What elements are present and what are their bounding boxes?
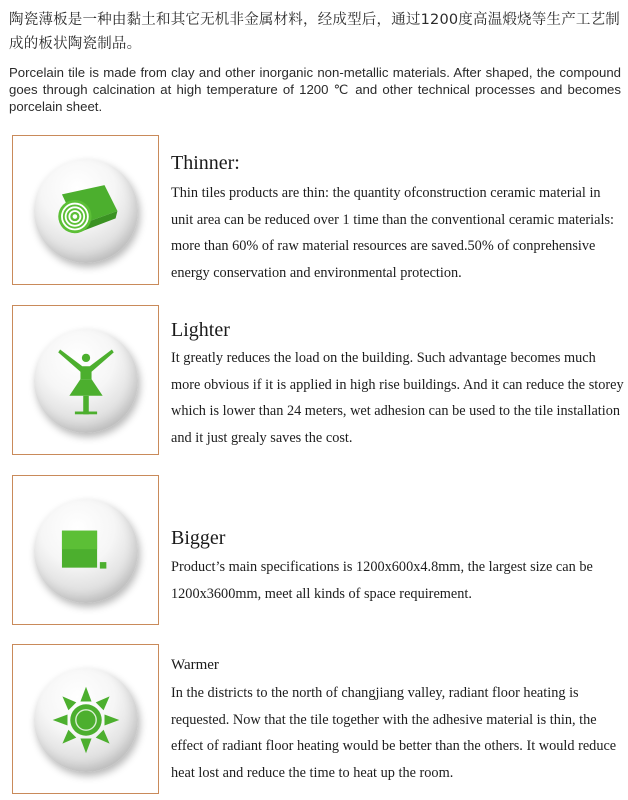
size-squares-icon	[49, 514, 123, 588]
feature-title: Bigger	[171, 527, 226, 549]
feature-title: Warmer	[171, 657, 219, 673]
icon-sphere	[34, 329, 138, 433]
icon-sphere	[34, 499, 138, 603]
feature-icon-frame	[12, 135, 159, 285]
sun-icon	[49, 683, 123, 757]
feature-description: Product’s main specifications is 1200x600x4.8mm, the largest size can be 1200x3600mm, meet all kinds of space requirement.	[171, 559, 593, 602]
feature-icon-frame	[12, 644, 159, 794]
rolled-sheet-icon	[49, 174, 123, 248]
icon-sphere	[34, 159, 138, 263]
feature-icon-frame	[12, 305, 159, 455]
feature-description: Thin tiles products are thin: the quantity ofconstruction ceramic material in unit area can be reduced over 1 time than the conventional ceramic materials: more than 60% of raw material resources are saved.50% of conprehensive energy conservation and environmental protection.	[171, 185, 615, 281]
feature-description: In the districts to the north of changjiang valley, radiant floor heating is requested. Now that the tile together with the adhesive material is thin, the effect of radiant floor heating would be better than the others. It would reduce heat lost and reduce the time to heat up the room.	[171, 685, 617, 781]
feature-icon-frame	[12, 475, 159, 625]
feature-description: It greatly reduces the load on the building. Such advantage becomes much more obvious if it is applied in high rise buildings. And it can reduce the storey which is lower than 24 meters, wet adhesion can be used to the tile installation and it just grealy saves the cost.	[171, 350, 624, 446]
intro-chinese-text: 陶瓷薄板是一种由黏土和其它无机非金属材料，经成型后，通过1200度高温煅烧等生产工艺制成的板状陶瓷制品。	[9, 12, 620, 52]
feature-title: Lighter	[171, 319, 230, 341]
icon-sphere	[34, 668, 138, 772]
feature-title: Thinner:	[171, 152, 240, 174]
intro-english-text: Porcelain tile is made from clay and other inorganic non-metallic materials. After shaped, the compound goes through calcination at high temperature of 1200 ℃ and other technical processes and becomes porcelain sheet.	[9, 65, 621, 114]
dancer-icon	[49, 344, 123, 418]
